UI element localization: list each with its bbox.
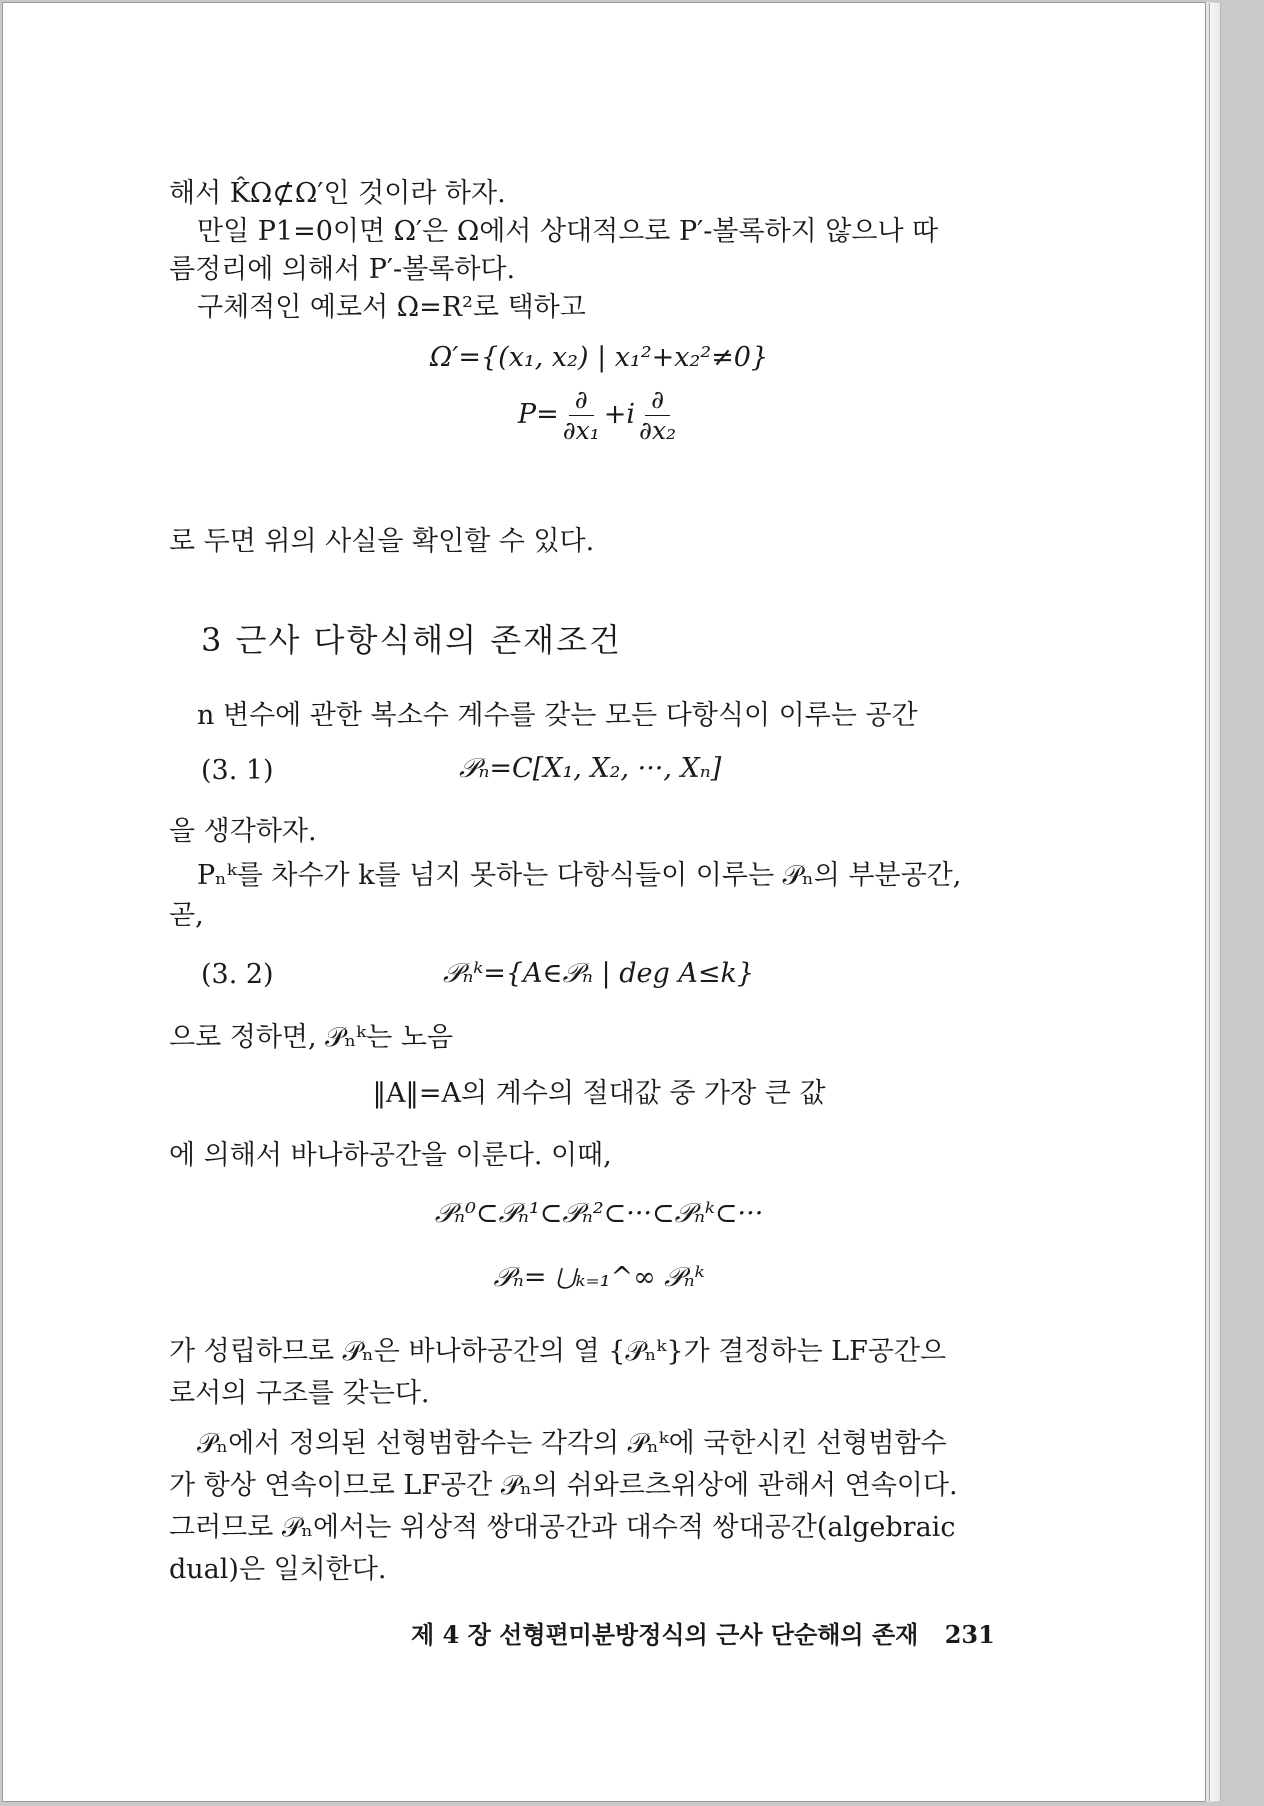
- text-line: 에 의해서 바나하공간을 이룬다. 이때,: [169, 1140, 612, 1171]
- footer-chapter-title: 제 4 장 선형편미분방정식의 근사 단순해의 존재: [411, 1620, 919, 1649]
- equation-omega: Ω′={(x₁, x₂) | x₁²+x₂²≠0}: [429, 342, 769, 373]
- text-line: 가 성립하므로 𝒫ₙ은 바나하공간의 열 {𝒫ₙᵏ}가 결정하는 LF공간으: [169, 1336, 947, 1367]
- equation-p-mid: +i: [603, 399, 636, 430]
- equation-p: [169, 385, 1029, 446]
- text-line: 가 항상 연속이므로 LF공간 𝒫ₙ의 쉬와르츠위상에 관해서 연속이다.: [169, 1470, 958, 1501]
- text-line: 으로 정하면, 𝒫ₙᵏ는 노음: [169, 1022, 453, 1053]
- text-line: dual)은 일치한다.: [169, 1554, 387, 1585]
- text-line: 만일 P1=0이면 Ω′은 Ω에서 상대적으로 P′-볼록하지 않으나 따: [197, 216, 939, 247]
- fraction: [563, 385, 600, 446]
- equation-chain: 𝒫ₙ⁰⊂𝒫ₙ¹⊂𝒫ₙ²⊂···⊂𝒫ₙᵏ⊂···: [434, 1198, 764, 1229]
- book-page: [2, 2, 1206, 1802]
- text-line: 름정리에 의해서 P′-볼록하다.: [169, 254, 516, 285]
- text-line: 곧,: [169, 900, 204, 931]
- text-line: 로서의 구조를 갖는다.: [169, 1378, 430, 1409]
- text-line: 로 두면 위의 사실을 확인할 수 있다.: [169, 526, 595, 557]
- equation-3-2: 𝒫ₙᵏ={A∈𝒫ₙ | deg A≤k}: [443, 958, 755, 989]
- running-footer: [411, 1615, 995, 1650]
- equation-p-lhs: P=: [517, 399, 559, 430]
- text-line: 그러므로 𝒫ₙ에서는 위상적 쌍대공간과 대수적 쌍대공간(algebraic: [169, 1512, 956, 1543]
- fraction-numerator: ∂: [645, 385, 670, 416]
- section-heading: 3 근사 다항식해의 존재조건: [201, 621, 622, 659]
- text-line: Pₙᵏ를 차수가 k를 넘지 못하는 다항식들이 이루는 𝒫ₙ의 부분공간,: [197, 860, 962, 891]
- text-line: 구체적인 예로서 Ω=R²로 택하고: [197, 292, 586, 323]
- equation-number: (3. 2): [201, 959, 274, 990]
- page-number: 231: [944, 1620, 995, 1649]
- equation-union: 𝒫ₙ= ⋃ₖ₌₁^∞ 𝒫ₙᵏ: [493, 1262, 705, 1293]
- page-edge-stack: [1209, 3, 1221, 1801]
- text-line: 을 생각하자.: [169, 816, 317, 847]
- equation-3-1: 𝒫ₙ=C[X₁, X₂, ···, Xₙ]: [459, 753, 722, 784]
- text-line: 𝒫ₙ에서 정의된 선형범함수는 각각의 𝒫ₙᵏ에 국한시킨 선형범함수: [197, 1428, 947, 1459]
- fraction-denominator: ∂x₁: [562, 416, 600, 445]
- equation-norm: ‖A‖=A의 계수의 절대값 중 가장 큰 값: [372, 1078, 826, 1109]
- text-line: 해서 K̂Ω⊄Ω′인 것이라 하자.: [169, 178, 506, 209]
- fraction-denominator: ∂x₂: [639, 416, 677, 445]
- text-line: n 변수에 관한 복소수 계수를 갖는 모든 다항식이 이루는 공간: [197, 700, 918, 731]
- fraction: [639, 385, 676, 446]
- equation-number: (3. 1): [201, 755, 274, 786]
- fraction-numerator: ∂: [569, 385, 594, 416]
